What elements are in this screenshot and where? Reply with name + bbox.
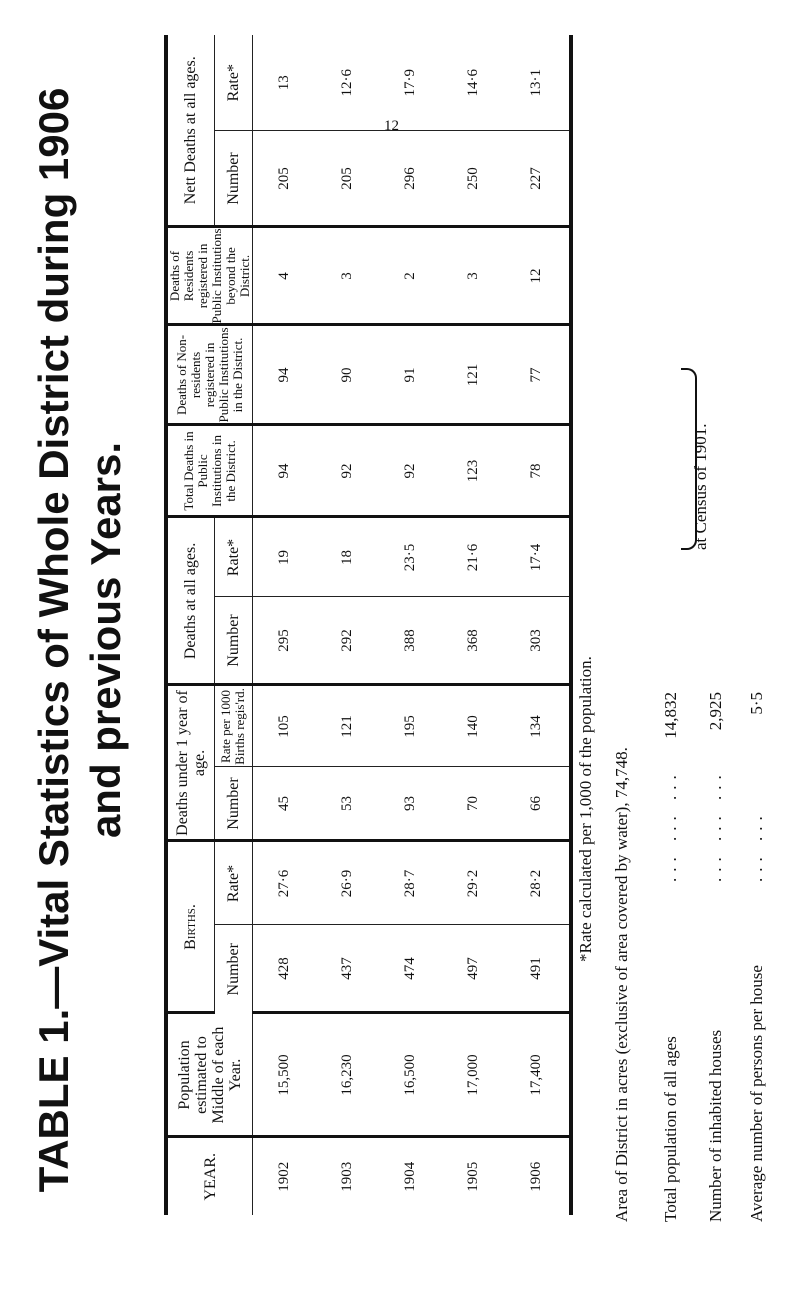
- cell-nett-number: 205: [253, 131, 317, 227]
- summary-inhabited-houses: [706, 692, 726, 1222]
- summary-value: 2,925: [706, 692, 725, 731]
- cell-infant-number: 45: [253, 767, 317, 841]
- header-deaths-all-ages: Deaths at all ages.: [166, 517, 214, 685]
- cell-total-public: 78: [505, 425, 571, 517]
- cell-infant-rate: 134: [505, 685, 571, 767]
- cell-births-rate: 26·9: [316, 841, 379, 925]
- cell-non-residents: 90: [316, 325, 379, 425]
- header-residents-beyond: Deaths of Residents registered in Public Institutions beyond the District.: [167, 228, 252, 324]
- cell-deaths-rate: 21·6: [442, 517, 505, 597]
- cell-nett-number: 227: [505, 131, 571, 227]
- summary-leader-dots: ... ... ...: [706, 769, 725, 882]
- rate-footnote: *Rate calculated per 1,000 of the population.: [576, 656, 595, 962]
- cell-residents-beyond: 2: [379, 227, 442, 325]
- cell-deaths-rate: 23·5: [379, 517, 442, 597]
- title-line-1: TABLE 1.—Vital Statistics of Whole District during 1906: [30, 87, 77, 1193]
- sub-births-number: Number: [214, 925, 252, 1013]
- cell-births-number: 474: [379, 925, 442, 1013]
- summary-label: Average number of persons per house: [747, 965, 766, 1222]
- header-deaths-under-1: Deaths under 1 year of age.: [166, 685, 214, 841]
- table-row: [316, 35, 379, 1215]
- cell-nett-number: 205: [316, 131, 379, 227]
- header-births: Births.: [166, 841, 214, 1013]
- cell-non-residents: 121: [442, 325, 505, 425]
- cell-year: 1902: [276, 1161, 293, 1192]
- cell-nett-rate: 17·9: [379, 35, 442, 131]
- table-row: [379, 35, 442, 1215]
- page-title: [28, 70, 132, 1210]
- cell-non-residents: 94: [253, 325, 317, 425]
- cell-nett-rate: 13·1: [505, 35, 571, 131]
- cell-nett-rate: 13: [253, 35, 317, 131]
- cell-population: 17,400: [505, 1013, 571, 1137]
- cell-year: 1906: [528, 1161, 545, 1192]
- cell-births-rate: 28·2: [505, 841, 571, 925]
- cell-year: 1905: [464, 1161, 481, 1192]
- cell-non-residents: 77: [505, 325, 571, 425]
- cell-infant-rate: 195: [379, 685, 442, 767]
- sub-births-rate: Rate*: [214, 841, 252, 925]
- cell-infant-rate: 121: [316, 685, 379, 767]
- cell-infant-rate: 140: [442, 685, 505, 767]
- cell-deaths-rate: 18: [316, 517, 379, 597]
- cell-residents-beyond: 3: [442, 227, 505, 325]
- cell-nett-number: 296: [379, 131, 442, 227]
- header-total-deaths-public: Total Deaths in Public Institutions in the District.: [166, 425, 253, 517]
- summary-leader-dots: ... ...: [747, 810, 766, 882]
- vital-statistics-table-container: [164, 56, 552, 1215]
- cell-total-public: 92: [379, 425, 442, 517]
- cell-nett-number: 250: [442, 131, 505, 227]
- cell-nett-rate: 14·6: [442, 35, 505, 131]
- title-line-2: and previous Years.: [82, 441, 129, 839]
- summary-total-population: [661, 692, 681, 1222]
- cell-deaths-number: 295: [253, 597, 317, 685]
- summary-persons-per-house: [747, 692, 767, 1222]
- cell-births-rate: 27·6: [253, 841, 317, 925]
- cell-deaths-number: 388: [379, 597, 442, 685]
- cell-births-number: 437: [316, 925, 379, 1013]
- census-note: at Census of 1901.: [691, 423, 710, 550]
- cell-infant-rate: 105: [253, 685, 317, 767]
- cell-deaths-number: 303: [505, 597, 571, 685]
- cell-total-public: 92: [316, 425, 379, 517]
- cell-residents-beyond: 12: [505, 227, 571, 325]
- cell-infant-number: 66: [505, 767, 571, 841]
- cell-deaths-number: 368: [442, 597, 505, 685]
- header-nett-deaths: Nett Deaths at all ages.: [166, 35, 214, 227]
- cell-non-residents: 91: [379, 325, 442, 425]
- cell-deaths-rate: 17·4: [505, 517, 571, 597]
- summary-leader-dots: ... ... ...: [661, 769, 680, 882]
- cell-births-number: 491: [505, 925, 571, 1013]
- table-row: [505, 35, 571, 1215]
- sub-infant-rate: Rate per 1000 Births regis'rd.: [214, 685, 252, 767]
- sub-nett-number: Number: [214, 131, 252, 227]
- cell-deaths-rate: 19: [253, 517, 317, 597]
- cell-year: 1903: [339, 1161, 356, 1192]
- header-year: YEAR.: [166, 1137, 253, 1215]
- cell-year: 1904: [401, 1161, 418, 1192]
- cell-births-number: 428: [253, 925, 317, 1013]
- summary-value: 14,832: [661, 692, 680, 739]
- cell-population: 17,000: [442, 1013, 505, 1137]
- cell-births-rate: 28·7: [379, 841, 442, 925]
- page-number: 12: [384, 118, 399, 134]
- vital-statistics-table: [164, 35, 573, 1215]
- cell-nett-rate: 12·6: [316, 35, 379, 131]
- summary-label: Number of inhabited houses: [706, 1029, 725, 1222]
- sub-deaths-rate: Rate*: [214, 517, 252, 597]
- cell-residents-beyond: 3: [316, 227, 379, 325]
- table-row: [253, 35, 317, 1215]
- cell-total-public: 123: [442, 425, 505, 517]
- cell-population: 16,230: [316, 1013, 379, 1137]
- sub-infant-number: Number: [214, 767, 252, 841]
- cell-residents-beyond: 4: [253, 227, 317, 325]
- sub-nett-rate: Rate*: [214, 35, 252, 131]
- header-population: Population estimated to Middle of each Year.: [166, 1013, 253, 1137]
- table-row: [442, 35, 505, 1215]
- sub-deaths-number: Number: [214, 597, 252, 685]
- group-header-row: [166, 35, 214, 1215]
- cell-births-rate: 29·2: [442, 841, 505, 925]
- cell-population: 15,500: [253, 1013, 317, 1137]
- cell-deaths-number: 292: [316, 597, 379, 685]
- cell-total-public: 94: [253, 425, 317, 517]
- cell-infant-number: 93: [379, 767, 442, 841]
- cell-infant-number: 70: [442, 767, 505, 841]
- district-area-note: Area of District in acres (exclusive of area covered by water), 74,748.: [612, 747, 631, 1222]
- cell-births-number: 497: [442, 925, 505, 1013]
- cell-infant-number: 53: [316, 767, 379, 841]
- summary-label: Total population of all ages: [661, 1036, 680, 1222]
- summary-value: 5·5: [747, 692, 766, 715]
- cell-population: 16,500: [379, 1013, 442, 1137]
- header-non-residents: Deaths of Non-residents registered in Public Institutions in the District.: [166, 325, 253, 425]
